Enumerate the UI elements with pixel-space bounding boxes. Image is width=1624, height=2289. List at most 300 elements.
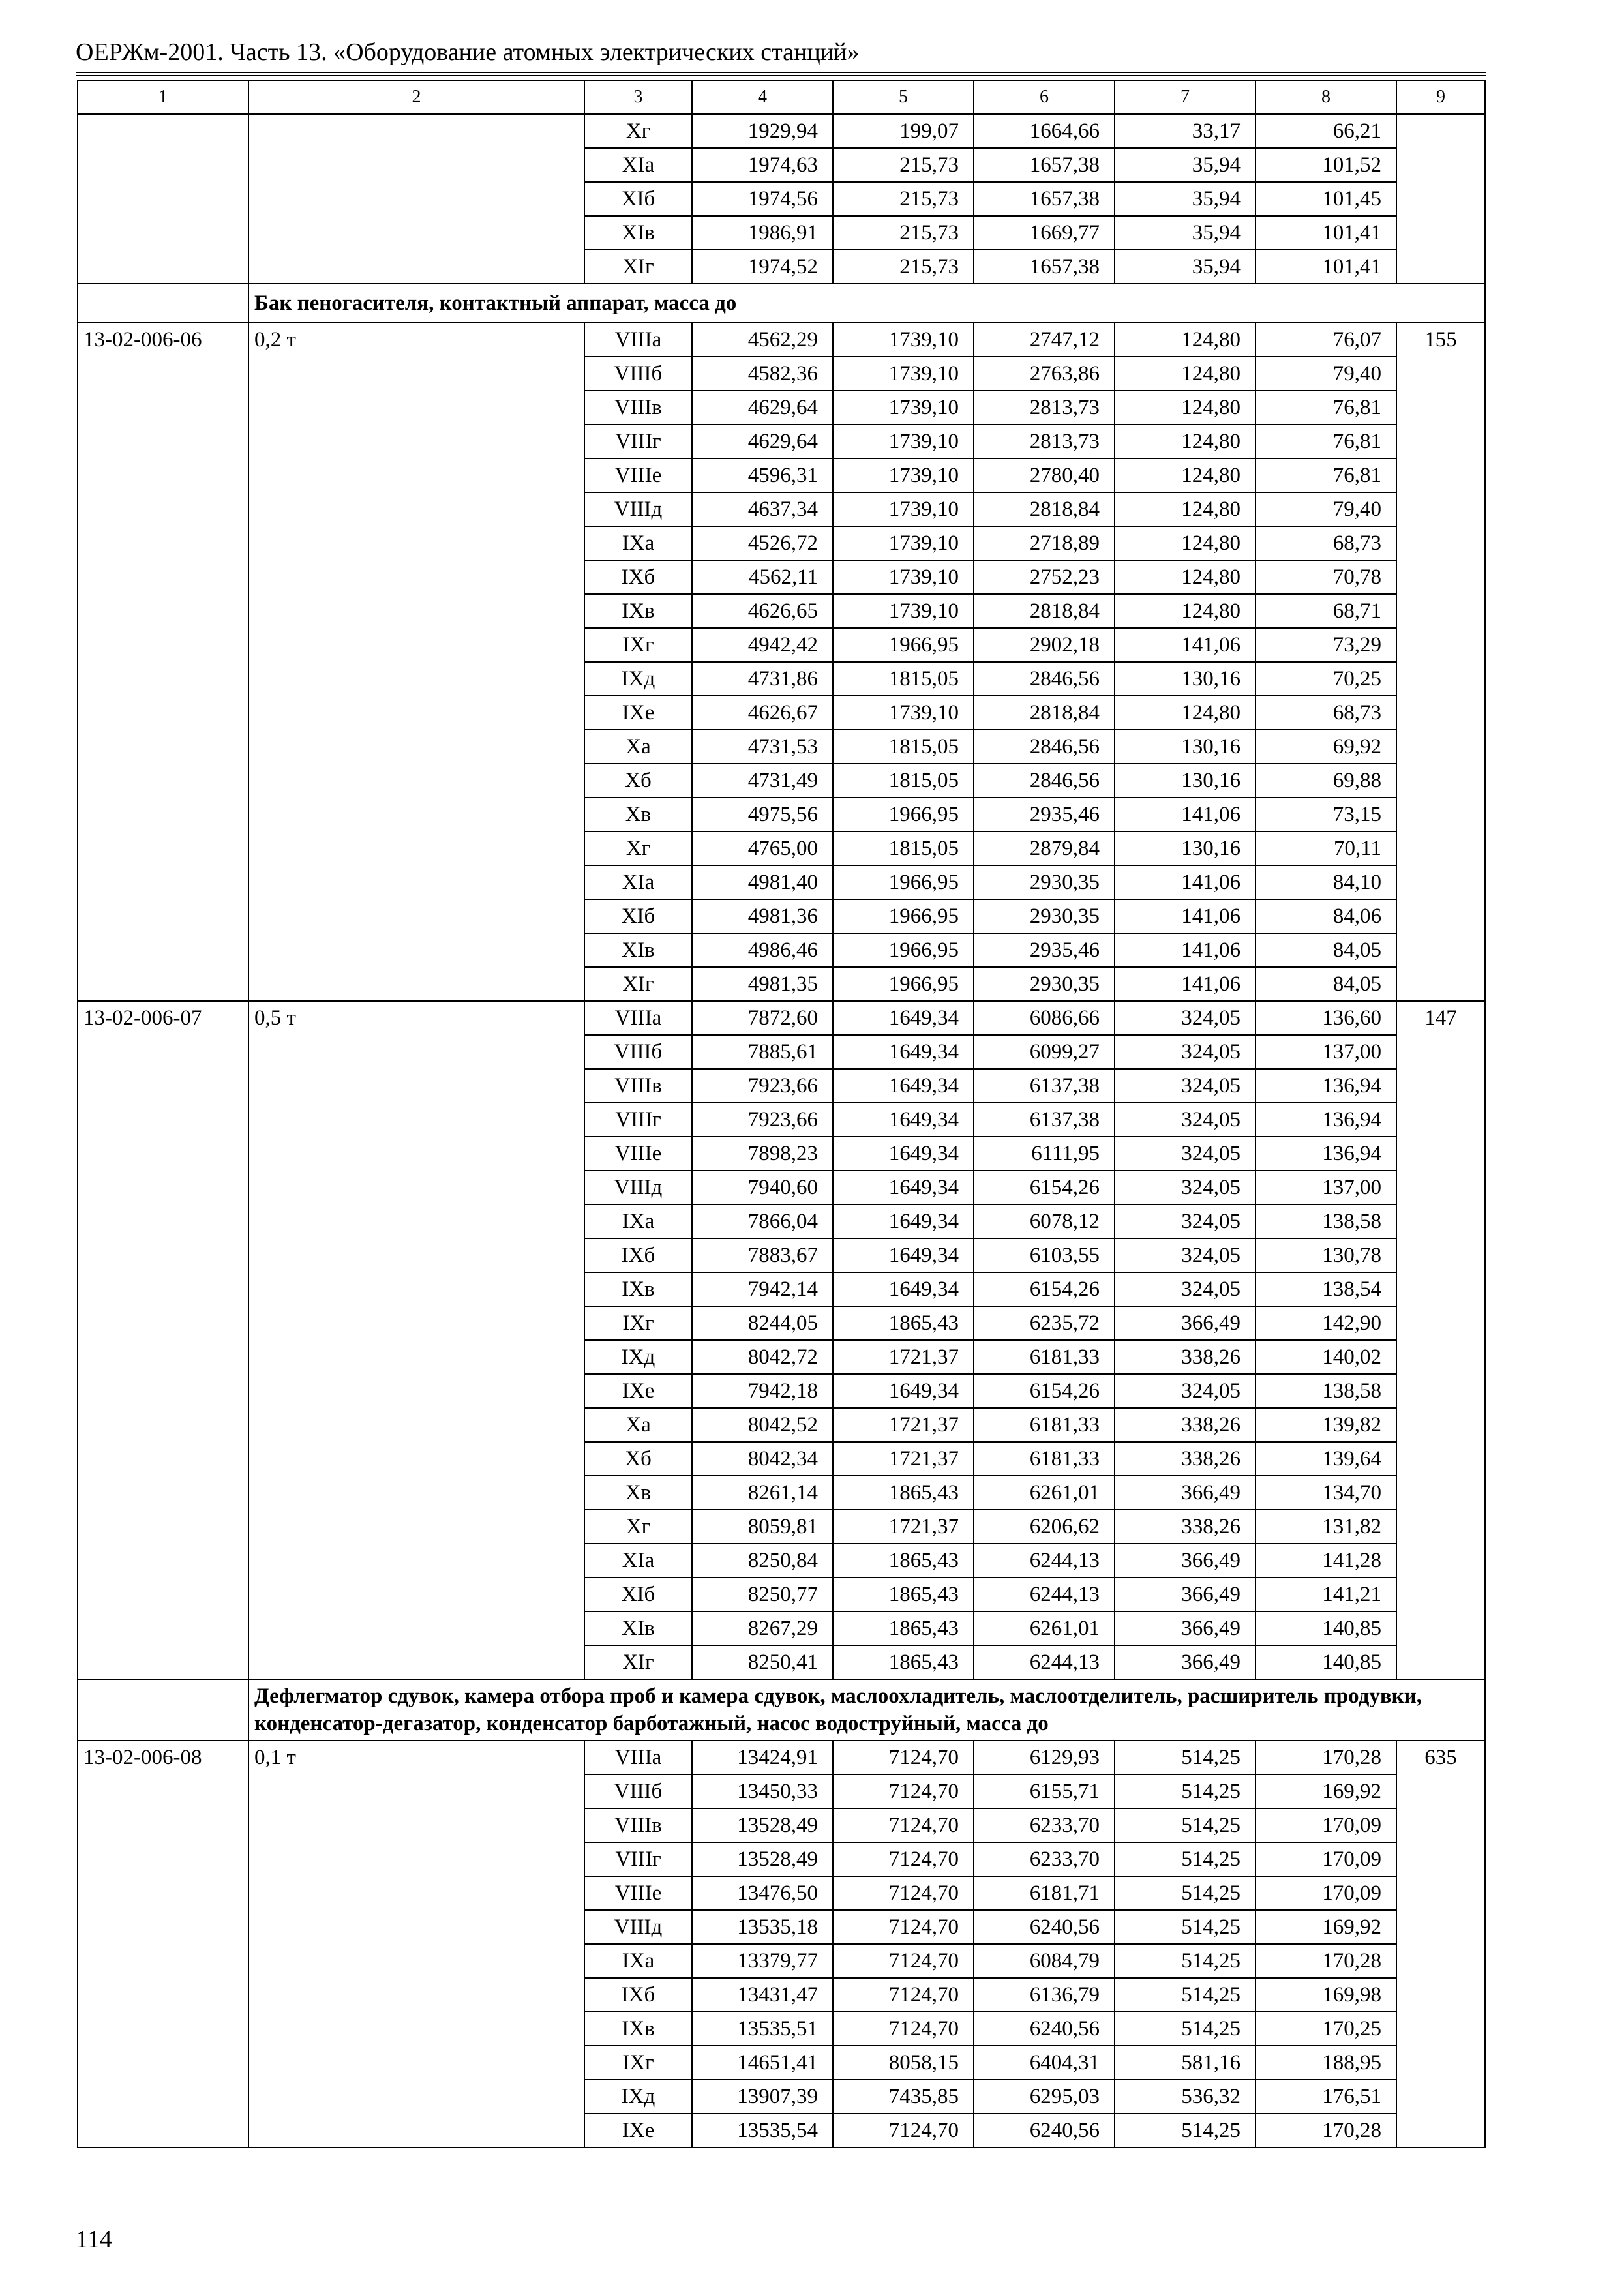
- value-cell: 1721,37: [833, 1510, 974, 1544]
- value-cell: 1739,10: [833, 696, 974, 730]
- value-cell: 136,94: [1256, 1137, 1396, 1171]
- value-cell: 124,80: [1115, 526, 1256, 560]
- value-cell: 1929,94: [692, 114, 833, 148]
- value-cell: 134,70: [1256, 1476, 1396, 1510]
- value-cell: 2902,18: [974, 628, 1115, 662]
- value-cell: 6084,79: [974, 1944, 1115, 1978]
- value-cell: 13431,47: [692, 1978, 833, 2012]
- value-cell: 1669,77: [974, 216, 1115, 250]
- value-cell: 141,06: [1115, 899, 1256, 933]
- value-cell: 1721,37: [833, 1340, 974, 1374]
- value-cell: 141,06: [1115, 628, 1256, 662]
- value-cell: 6137,38: [974, 1103, 1115, 1137]
- value-cell: 7124,70: [833, 1842, 974, 1876]
- col9-value: 147: [1396, 1001, 1485, 1679]
- zone-cell: IXг: [584, 1306, 692, 1340]
- section-row: [78, 284, 1485, 323]
- zone-cell: IXа: [584, 1204, 692, 1238]
- value-cell: 2813,73: [974, 425, 1115, 458]
- value-cell: 338,26: [1115, 1408, 1256, 1442]
- value-cell: 6137,38: [974, 1069, 1115, 1103]
- zone-cell: VIIIв: [584, 391, 692, 425]
- value-cell: 366,49: [1115, 1544, 1256, 1578]
- value-cell: 170,09: [1256, 1808, 1396, 1842]
- value-cell: 8250,41: [692, 1645, 833, 1679]
- value-cell: 170,09: [1256, 1876, 1396, 1910]
- value-cell: 324,05: [1115, 1272, 1256, 1306]
- item-code: 13-02-006-08: [78, 1741, 248, 2147]
- value-cell: 13535,51: [692, 2012, 833, 2046]
- value-cell: 1815,05: [833, 730, 974, 764]
- value-cell: 137,00: [1256, 1171, 1396, 1204]
- value-cell: 6295,03: [974, 2080, 1115, 2114]
- value-cell: 1721,37: [833, 1408, 974, 1442]
- value-cell: 7124,70: [833, 1774, 974, 1808]
- value-cell: 124,80: [1115, 357, 1256, 391]
- value-cell: 101,41: [1256, 250, 1396, 284]
- value-cell: 1966,95: [833, 967, 974, 1001]
- zone-cell: VIIIе: [584, 458, 692, 492]
- value-cell: 2846,56: [974, 662, 1115, 696]
- value-cell: 215,73: [833, 216, 974, 250]
- value-cell: 84,06: [1256, 899, 1396, 933]
- value-cell: 1739,10: [833, 425, 974, 458]
- zone-cell: IXг: [584, 628, 692, 662]
- zone-cell: IXд: [584, 2080, 692, 2114]
- value-cell: 136,60: [1256, 1001, 1396, 1035]
- zone-cell: IXв: [584, 2012, 692, 2046]
- value-cell: 6099,27: [974, 1035, 1115, 1069]
- value-cell: 13535,18: [692, 1910, 833, 1944]
- zone-cell: Xг: [584, 831, 692, 865]
- value-cell: 6129,93: [974, 1741, 1115, 1774]
- zone-cell: XIв: [584, 933, 692, 967]
- value-cell: 8244,05: [692, 1306, 833, 1340]
- section-empty-cell: [78, 284, 248, 323]
- value-cell: 13535,54: [692, 2114, 833, 2147]
- value-cell: 1649,34: [833, 1204, 974, 1238]
- value-cell: 4731,86: [692, 662, 833, 696]
- zone-cell: Xб: [584, 1442, 692, 1476]
- zone-cell: IXг: [584, 2046, 692, 2080]
- value-cell: 1649,34: [833, 1069, 974, 1103]
- value-cell: 6240,56: [974, 2114, 1115, 2147]
- value-cell: 7872,60: [692, 1001, 833, 1035]
- value-cell: 1815,05: [833, 831, 974, 865]
- value-cell: 366,49: [1115, 1476, 1256, 1510]
- zone-cell: VIIIд: [584, 1171, 692, 1204]
- value-cell: 73,29: [1256, 628, 1396, 662]
- value-cell: 1739,10: [833, 323, 974, 357]
- column-number: 2: [248, 80, 584, 114]
- value-cell: 188,95: [1256, 2046, 1396, 2080]
- value-cell: 69,92: [1256, 730, 1396, 764]
- value-cell: 1739,10: [833, 357, 974, 391]
- value-cell: 4562,29: [692, 323, 833, 357]
- zone-cell: VIIIд: [584, 492, 692, 526]
- value-cell: 6181,33: [974, 1340, 1115, 1374]
- zone-cell: Xв: [584, 798, 692, 831]
- value-cell: 1664,66: [974, 114, 1115, 148]
- value-cell: 170,28: [1256, 2114, 1396, 2147]
- value-cell: 6261,01: [974, 1611, 1115, 1645]
- value-cell: 4626,65: [692, 594, 833, 628]
- value-cell: 1739,10: [833, 560, 974, 594]
- value-cell: 1649,34: [833, 1001, 974, 1035]
- value-cell: 199,07: [833, 114, 974, 148]
- value-cell: 1966,95: [833, 899, 974, 933]
- value-cell: 1986,91: [692, 216, 833, 250]
- value-cell: 124,80: [1115, 323, 1256, 357]
- value-cell: 1657,38: [974, 250, 1115, 284]
- value-cell: 35,94: [1115, 182, 1256, 216]
- col9-value: [1396, 114, 1485, 284]
- zone-cell: XIб: [584, 182, 692, 216]
- value-cell: 6181,33: [974, 1408, 1115, 1442]
- value-cell: 4981,36: [692, 899, 833, 933]
- value-cell: 7124,70: [833, 1944, 974, 1978]
- value-cell: 2879,84: [974, 831, 1115, 865]
- value-cell: 366,49: [1115, 1611, 1256, 1645]
- value-cell: 1865,43: [833, 1645, 974, 1679]
- zone-cell: XIа: [584, 148, 692, 182]
- zone-cell: IXб: [584, 1978, 692, 2012]
- zone-cell: VIIIв: [584, 1808, 692, 1842]
- table-body: [78, 80, 1485, 2147]
- value-cell: 514,25: [1115, 1774, 1256, 1808]
- value-cell: 1649,34: [833, 1171, 974, 1204]
- value-cell: 1739,10: [833, 492, 974, 526]
- value-cell: 514,25: [1115, 1944, 1256, 1978]
- value-cell: 141,06: [1115, 933, 1256, 967]
- item-mass: 0,5 т: [248, 1001, 584, 1679]
- value-cell: 6244,13: [974, 1578, 1115, 1611]
- section-empty-cell: [78, 1679, 248, 1741]
- value-cell: 8058,15: [833, 2046, 974, 2080]
- zone-cell: XIб: [584, 1578, 692, 1611]
- page-header: ОЕРЖм-2001. Часть 13. «Оборудование атомных электрических станций»: [76, 38, 860, 66]
- value-cell: 70,25: [1256, 662, 1396, 696]
- value-cell: 514,25: [1115, 1978, 1256, 2012]
- value-cell: 124,80: [1115, 492, 1256, 526]
- value-cell: 1739,10: [833, 391, 974, 425]
- value-cell: 1815,05: [833, 764, 974, 798]
- value-cell: 6235,72: [974, 1306, 1115, 1340]
- value-cell: 13476,50: [692, 1876, 833, 1910]
- value-cell: 6154,26: [974, 1171, 1115, 1204]
- column-number: 1: [78, 80, 248, 114]
- value-cell: 35,94: [1115, 148, 1256, 182]
- value-cell: 1815,05: [833, 662, 974, 696]
- value-cell: 1649,34: [833, 1103, 974, 1137]
- zone-cell: VIIIа: [584, 1001, 692, 1035]
- value-cell: 138,58: [1256, 1204, 1396, 1238]
- value-cell: 6136,79: [974, 1978, 1115, 2012]
- value-cell: 514,25: [1115, 1876, 1256, 1910]
- value-cell: 141,21: [1256, 1578, 1396, 1611]
- item-code: 13-02-006-07: [78, 1001, 248, 1679]
- zone-cell: IXб: [584, 1238, 692, 1272]
- zone-cell: VIIIд: [584, 1910, 692, 1944]
- value-cell: 76,07: [1256, 323, 1396, 357]
- zone-cell: XIа: [584, 865, 692, 899]
- value-cell: 6244,13: [974, 1544, 1115, 1578]
- value-cell: 7923,66: [692, 1103, 833, 1137]
- zone-cell: VIIIг: [584, 425, 692, 458]
- value-cell: 4731,49: [692, 764, 833, 798]
- value-cell: 4981,35: [692, 967, 833, 1001]
- zone-cell: VIIIб: [584, 357, 692, 391]
- value-cell: 324,05: [1115, 1069, 1256, 1103]
- value-cell: 6240,56: [974, 2012, 1115, 2046]
- value-cell: 6261,01: [974, 1476, 1115, 1510]
- value-cell: 101,52: [1256, 148, 1396, 182]
- value-cell: 2846,56: [974, 730, 1115, 764]
- value-cell: 7124,70: [833, 1876, 974, 1910]
- value-cell: 6181,71: [974, 1876, 1115, 1910]
- value-cell: 101,45: [1256, 182, 1396, 216]
- value-cell: 141,06: [1115, 798, 1256, 831]
- value-cell: 136,94: [1256, 1103, 1396, 1137]
- value-cell: 366,49: [1115, 1578, 1256, 1611]
- zone-cell: IXе: [584, 2114, 692, 2147]
- value-cell: 130,78: [1256, 1238, 1396, 1272]
- zone-cell: XIв: [584, 216, 692, 250]
- value-cell: 324,05: [1115, 1374, 1256, 1408]
- value-cell: 170,28: [1256, 1944, 1396, 1978]
- value-cell: 84,05: [1256, 933, 1396, 967]
- value-cell: 79,40: [1256, 357, 1396, 391]
- value-cell: 6233,70: [974, 1808, 1115, 1842]
- section-row: [78, 1679, 1485, 1741]
- value-cell: 1649,34: [833, 1374, 974, 1408]
- value-cell: 6206,62: [974, 1510, 1115, 1544]
- value-cell: 13450,33: [692, 1774, 833, 1808]
- value-cell: 2752,23: [974, 560, 1115, 594]
- value-cell: 324,05: [1115, 1001, 1256, 1035]
- value-cell: 4986,46: [692, 933, 833, 967]
- value-cell: 1966,95: [833, 798, 974, 831]
- value-cell: 1966,95: [833, 933, 974, 967]
- value-cell: 69,88: [1256, 764, 1396, 798]
- value-cell: 514,25: [1115, 2012, 1256, 2046]
- value-cell: 4526,72: [692, 526, 833, 560]
- value-cell: 169,92: [1256, 1910, 1396, 1944]
- value-cell: 4942,42: [692, 628, 833, 662]
- value-cell: 1721,37: [833, 1442, 974, 1476]
- value-cell: 76,81: [1256, 425, 1396, 458]
- value-cell: 138,58: [1256, 1374, 1396, 1408]
- value-cell: 6154,26: [974, 1272, 1115, 1306]
- zone-cell: XIв: [584, 1611, 692, 1645]
- value-cell: 4626,67: [692, 696, 833, 730]
- value-cell: 170,09: [1256, 1842, 1396, 1876]
- value-cell: 131,82: [1256, 1510, 1396, 1544]
- zone-cell: VIIIе: [584, 1876, 692, 1910]
- value-cell: 581,16: [1115, 2046, 1256, 2080]
- value-cell: 141,06: [1115, 967, 1256, 1001]
- zone-cell: Xв: [584, 1476, 692, 1510]
- item-code: [78, 114, 248, 284]
- value-cell: 1657,38: [974, 148, 1115, 182]
- value-cell: 84,10: [1256, 865, 1396, 899]
- value-cell: 2763,86: [974, 357, 1115, 391]
- value-cell: 2818,84: [974, 492, 1115, 526]
- value-cell: 1966,95: [833, 865, 974, 899]
- value-cell: 13379,77: [692, 1944, 833, 1978]
- value-cell: 1865,43: [833, 1544, 974, 1578]
- value-cell: 8261,14: [692, 1476, 833, 1510]
- value-cell: 76,81: [1256, 391, 1396, 425]
- value-cell: 2780,40: [974, 458, 1115, 492]
- item-code: 13-02-006-06: [78, 323, 248, 1001]
- value-cell: 68,73: [1256, 696, 1396, 730]
- value-cell: 215,73: [833, 148, 974, 182]
- value-cell: 124,80: [1115, 696, 1256, 730]
- value-cell: 7866,04: [692, 1204, 833, 1238]
- value-cell: 324,05: [1115, 1035, 1256, 1069]
- value-cell: 4765,00: [692, 831, 833, 865]
- zone-cell: VIIIа: [584, 1741, 692, 1774]
- value-cell: 2935,46: [974, 933, 1115, 967]
- value-cell: 73,15: [1256, 798, 1396, 831]
- value-cell: 2747,12: [974, 323, 1115, 357]
- value-cell: 4731,53: [692, 730, 833, 764]
- zone-cell: Xа: [584, 1408, 692, 1442]
- value-cell: 215,73: [833, 250, 974, 284]
- value-cell: 176,51: [1256, 2080, 1396, 2114]
- header-rule: [76, 72, 1486, 76]
- value-cell: 514,25: [1115, 2114, 1256, 2147]
- value-cell: 1739,10: [833, 526, 974, 560]
- value-cell: 324,05: [1115, 1171, 1256, 1204]
- value-cell: 8267,29: [692, 1611, 833, 1645]
- value-cell: 66,21: [1256, 114, 1396, 148]
- value-cell: 2813,73: [974, 391, 1115, 425]
- value-cell: 6181,33: [974, 1442, 1115, 1476]
- col9-value: 635: [1396, 1741, 1485, 2147]
- value-cell: 7124,70: [833, 2114, 974, 2147]
- value-cell: 2930,35: [974, 865, 1115, 899]
- value-cell: 130,16: [1115, 730, 1256, 764]
- value-cell: 79,40: [1256, 492, 1396, 526]
- value-cell: 1974,52: [692, 250, 833, 284]
- zone-cell: Xа: [584, 730, 692, 764]
- value-cell: 8042,34: [692, 1442, 833, 1476]
- value-cell: 7898,23: [692, 1137, 833, 1171]
- value-cell: 68,71: [1256, 594, 1396, 628]
- zone-cell: IXб: [584, 560, 692, 594]
- value-cell: 13907,39: [692, 2080, 833, 2114]
- zone-cell: Xг: [584, 1510, 692, 1544]
- value-cell: 1974,56: [692, 182, 833, 216]
- column-number: 8: [1256, 80, 1396, 114]
- value-cell: 514,25: [1115, 1808, 1256, 1842]
- value-cell: 33,17: [1115, 114, 1256, 148]
- column-number: 7: [1115, 80, 1256, 114]
- value-cell: 140,02: [1256, 1340, 1396, 1374]
- zone-cell: VIIIа: [584, 323, 692, 357]
- value-cell: 1739,10: [833, 594, 974, 628]
- value-cell: 6233,70: [974, 1842, 1115, 1876]
- value-cell: 1649,34: [833, 1272, 974, 1306]
- column-number: 3: [584, 80, 692, 114]
- zone-cell: XIб: [584, 899, 692, 933]
- value-cell: 1739,10: [833, 458, 974, 492]
- value-cell: 13528,49: [692, 1842, 833, 1876]
- zone-cell: IXе: [584, 696, 692, 730]
- item-mass: 0,1 т: [248, 1741, 584, 2147]
- zone-cell: IXв: [584, 594, 692, 628]
- value-cell: 76,81: [1256, 458, 1396, 492]
- value-cell: 514,25: [1115, 1910, 1256, 1944]
- zone-cell: XIг: [584, 1645, 692, 1679]
- page-number: 114: [76, 2226, 112, 2253]
- value-cell: 2718,89: [974, 526, 1115, 560]
- value-cell: 130,16: [1115, 662, 1256, 696]
- value-cell: 1865,43: [833, 1306, 974, 1340]
- table-row: [78, 1001, 1485, 1035]
- section-title: Бак пеногасителя, контактный аппарат, масса до: [248, 284, 1485, 323]
- value-cell: 6404,31: [974, 2046, 1115, 2080]
- value-cell: 7940,60: [692, 1171, 833, 1204]
- col9-value: 155: [1396, 323, 1485, 1001]
- value-cell: 136,94: [1256, 1069, 1396, 1103]
- value-cell: 2818,84: [974, 696, 1115, 730]
- value-cell: 139,64: [1256, 1442, 1396, 1476]
- value-cell: 68,73: [1256, 526, 1396, 560]
- value-cell: 124,80: [1115, 560, 1256, 594]
- value-cell: 1974,63: [692, 148, 833, 182]
- zone-cell: VIIIб: [584, 1774, 692, 1808]
- value-cell: 130,16: [1115, 764, 1256, 798]
- value-cell: 2818,84: [974, 594, 1115, 628]
- value-cell: 84,05: [1256, 967, 1396, 1001]
- value-cell: 8042,72: [692, 1340, 833, 1374]
- value-cell: 8042,52: [692, 1408, 833, 1442]
- value-cell: 2935,46: [974, 798, 1115, 831]
- value-cell: 514,25: [1115, 1741, 1256, 1774]
- value-cell: 142,90: [1256, 1306, 1396, 1340]
- value-cell: 70,78: [1256, 560, 1396, 594]
- value-cell: 2930,35: [974, 967, 1115, 1001]
- value-cell: 170,25: [1256, 2012, 1396, 2046]
- value-cell: 4582,36: [692, 357, 833, 391]
- value-cell: 6103,55: [974, 1238, 1115, 1272]
- value-cell: 4981,40: [692, 865, 833, 899]
- table-row: [78, 323, 1485, 357]
- value-cell: 1865,43: [833, 1476, 974, 1510]
- value-cell: 324,05: [1115, 1103, 1256, 1137]
- value-cell: 338,26: [1115, 1340, 1256, 1374]
- zone-cell: VIIIе: [584, 1137, 692, 1171]
- value-cell: 4629,64: [692, 391, 833, 425]
- value-cell: 215,73: [833, 182, 974, 216]
- value-cell: 1657,38: [974, 182, 1115, 216]
- column-number-row: [78, 80, 1485, 114]
- zone-cell: IXд: [584, 1340, 692, 1374]
- value-cell: 338,26: [1115, 1510, 1256, 1544]
- value-cell: 137,00: [1256, 1035, 1396, 1069]
- zone-cell: VIIIг: [584, 1103, 692, 1137]
- item-mass: 0,2 т: [248, 323, 584, 1001]
- value-cell: 4975,56: [692, 798, 833, 831]
- value-cell: 324,05: [1115, 1204, 1256, 1238]
- value-cell: 124,80: [1115, 425, 1256, 458]
- value-cell: 324,05: [1115, 1238, 1256, 1272]
- value-cell: 7124,70: [833, 2012, 974, 2046]
- value-cell: 6244,13: [974, 1645, 1115, 1679]
